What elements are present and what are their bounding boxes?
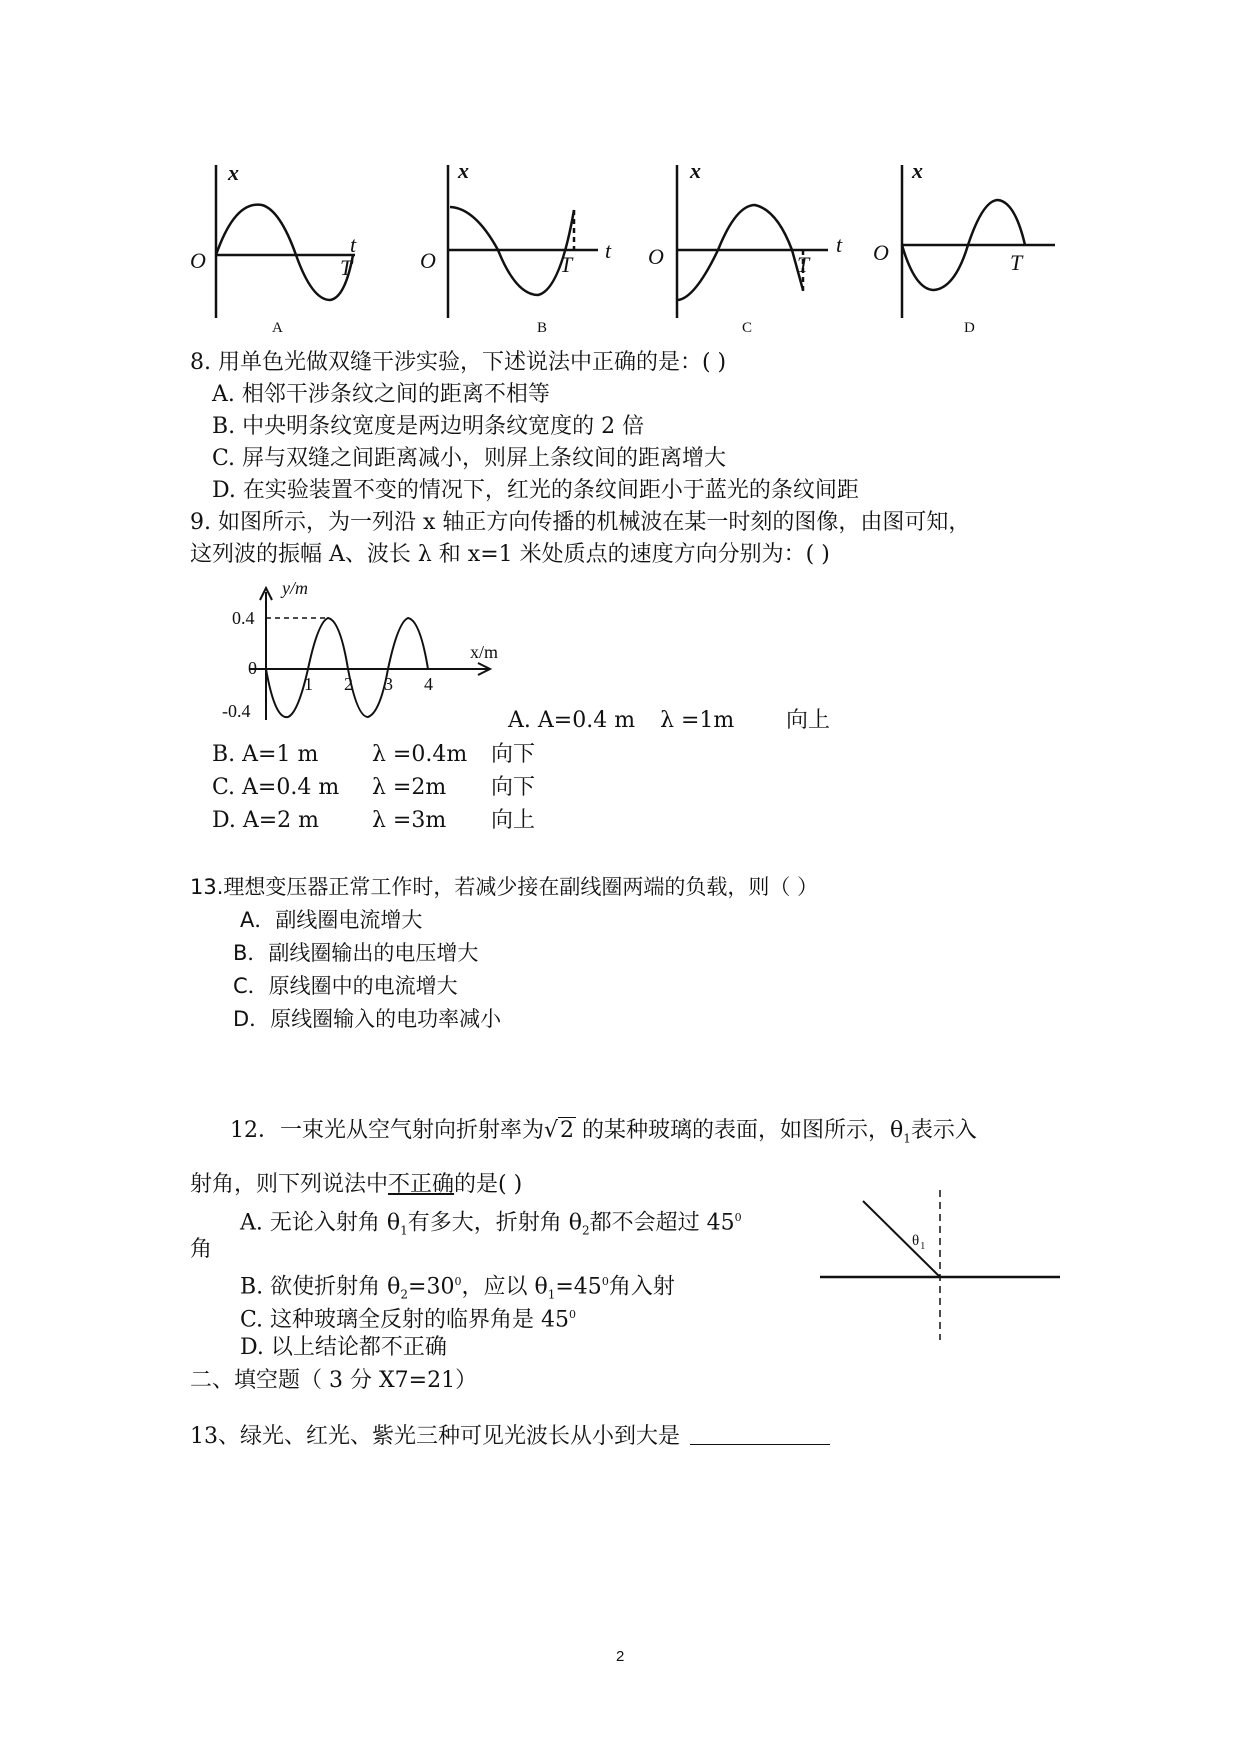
wave-y-pos: 0.4 [232,608,255,628]
q9-opt-a-dir: 向上 [786,708,831,733]
q12-opt-b-part4: =45 [555,1274,602,1300]
q8-option-a: A. 相邻干涉条纹之间的距离不相等 [212,382,550,407]
q9-stem-line1: 9. 如图所示，为一列沿 x 轴正方向传播的机械波在某一时刻的图像，由图可知， [190,510,971,535]
graph-d-period: T [1010,250,1023,275]
q8-stem: 8. 用单色光做双缝干涉实验，下述说法中正确的是：( ) [190,350,727,375]
q9-opt-b-dir: 向下 [491,742,536,767]
q12-stem-line2 [190,1170,522,1200]
wave-x-label: x/m [470,642,499,662]
q9-opt-d-lambda: λ =3m [372,808,447,833]
graph-a-x-label: x [228,160,239,185]
q12-stem-pre: 12．一束光从空气射向折射率为 [230,1118,544,1143]
q9-opt-a-lambda: λ =1m [660,708,735,733]
q13a-option-a: A．副线圈电流增大 [240,908,423,932]
graph-d-origin: O [873,240,889,265]
graph-a-t-label: t [350,232,357,257]
section2-heading: 二、填空题（ 3 分 X7=21） [190,1368,478,1393]
q12-stem-post: 的某种玻璃的表面，如图所示，θ [582,1118,904,1143]
q12-opt-a-part1: A. 无论入射角 θ [240,1210,401,1236]
wave-x-tick-2: 2 [344,674,353,694]
wave-x-tick-4: 4 [424,674,433,694]
wave-x-tick-1: 1 [304,674,313,694]
q12-opt-c-text: C. 这种玻璃全反射的临界角是 45 [240,1307,570,1333]
q12-opt-c-sup: 0 [569,1308,577,1321]
graph-b-t-label: t [605,238,612,263]
q9-stem-line2: 这列波的振幅 A、波长 λ 和 x=1 米处质点的速度方向分别为：( ) [190,542,830,567]
wave-graph [220,580,520,730]
q12-opt-b-sup1: 0 [454,1275,462,1288]
q12-line2-underlined: 不正确 [388,1172,455,1197]
q9-opt-d-letter: D. [212,808,236,833]
q12-opt-b-part2: =30 [408,1274,455,1300]
q9-option-c [212,773,339,803]
q9-option-a [508,706,734,736]
q12-opt-b-sub2: 1 [547,1287,556,1302]
graph-d-caption: D [964,320,975,336]
wave-y-neg: -0.4 [222,701,251,721]
q12-line2-pre: 射角，则下列说法中 [190,1172,389,1197]
q12-option-d: D. 以上结论都不正确 [240,1335,447,1360]
section2-q13-text: 13、绿光、红光、紫光三种可见光波长从小到大是 [190,1424,680,1449]
q9-opt-a-amp: A=0.4 m [537,708,636,733]
wave-y-label: y/m [282,580,308,598]
q9-opt-c-amp: A=0.4 m [242,775,340,800]
theta1-label: $\theta_1$ [912,1233,926,1252]
q9-opt-c-lambda: λ =2m [372,775,447,800]
graph-c-period: T [797,252,810,277]
graph-c-x-label: x [690,158,701,183]
q13a-option-c: C．原线圈中的电流增大 [233,974,458,998]
graph-b-caption: B [537,320,548,336]
section2-q13 [190,1422,830,1452]
graph-b-x-label: x [458,158,469,183]
q13a-stem: 13.理想变压器正常工作时，若减少接在副线圈两端的负载，则（ ） [190,875,819,899]
q8-option-b: B. 中央明条纹宽度是两边明条纹宽度的 2 倍 [212,414,645,439]
sqrt-number: 2 [560,1118,575,1143]
q12-opt-b-sub1: 2 [400,1287,409,1302]
q13a-option-d: D．原线圈输入的电功率减小 [233,1007,502,1031]
q9-opt-b-lambda: λ =0.4m [372,742,468,767]
q9-opt-c-letter: C. [212,775,236,800]
q12-opt-a-sup: 0 [734,1211,742,1224]
graph-a-origin: O [190,248,206,273]
q12-stem-line1 [230,1116,977,1153]
q8-option-c: C. 屏与双缝之间距离减小，则屏上条纹间的距离增大 [212,446,727,471]
graph-b-origin: O [420,248,436,273]
q9-option-d [212,806,319,836]
refraction-diagram [820,1185,1060,1345]
q9-opt-b-amp: A=1 m [242,742,319,767]
q12-opt-a-sub2: 2 [582,1223,590,1238]
q12-opt-a-part3: 都不会超过 45 [589,1210,735,1236]
q9-opt-d-dir: 向上 [491,808,536,833]
sqrt-symbol: √2 [544,1118,575,1143]
graph-d-x-label: x [912,158,923,183]
q12-line2-post: 的是( ) [454,1172,523,1197]
q12-opt-b-part3: ，应以 θ [461,1274,548,1300]
graph-c-t-label: t [836,232,843,257]
q12-opt-a-sub1: 1 [400,1223,408,1238]
oscillation-graphs [0,0,1241,340]
q9-opt-a-letter: A. [508,708,531,733]
q9-opt-c-dir: 向下 [491,775,536,800]
q12-opt-b-part1: B. 欲使折射角 θ [240,1274,401,1300]
q9-opt-d-amp: A=2 m [242,808,320,833]
q12-opt-a-part2: 有多大，折射角 θ [407,1210,583,1236]
graph-b-period: T [560,252,573,277]
q12-option-a-cont: 角 [190,1237,213,1262]
q12-stem-end: 表示入 [910,1118,977,1143]
page-number: 2 [616,1648,625,1665]
wave-x-tick-3: 3 [384,674,393,694]
answer-blank[interactable] [690,1422,830,1445]
q12-stem-sub: 1 [903,1131,911,1146]
wave-y-zero: 0 [248,658,257,678]
graph-a-period: T [340,255,353,280]
q8-option-d: D. 在实验装置不变的情况下，红光的条纹间距小于蓝光的条纹间距 [212,478,859,503]
q13a-option-b: B．副线圈输出的电压增大 [233,941,479,965]
q12-option-a [240,1203,742,1246]
q9-option-b [212,740,318,770]
graph-a-caption: A [272,320,283,336]
graph-c-caption: C [742,320,753,336]
q12-opt-b-part5: 角入射 [608,1274,675,1300]
graph-c-origin: O [648,244,664,269]
q9-opt-b-letter: B. [212,742,236,767]
q12-opt-b-sup2: 0 [601,1275,609,1288]
q12-option-c [240,1300,576,1335]
